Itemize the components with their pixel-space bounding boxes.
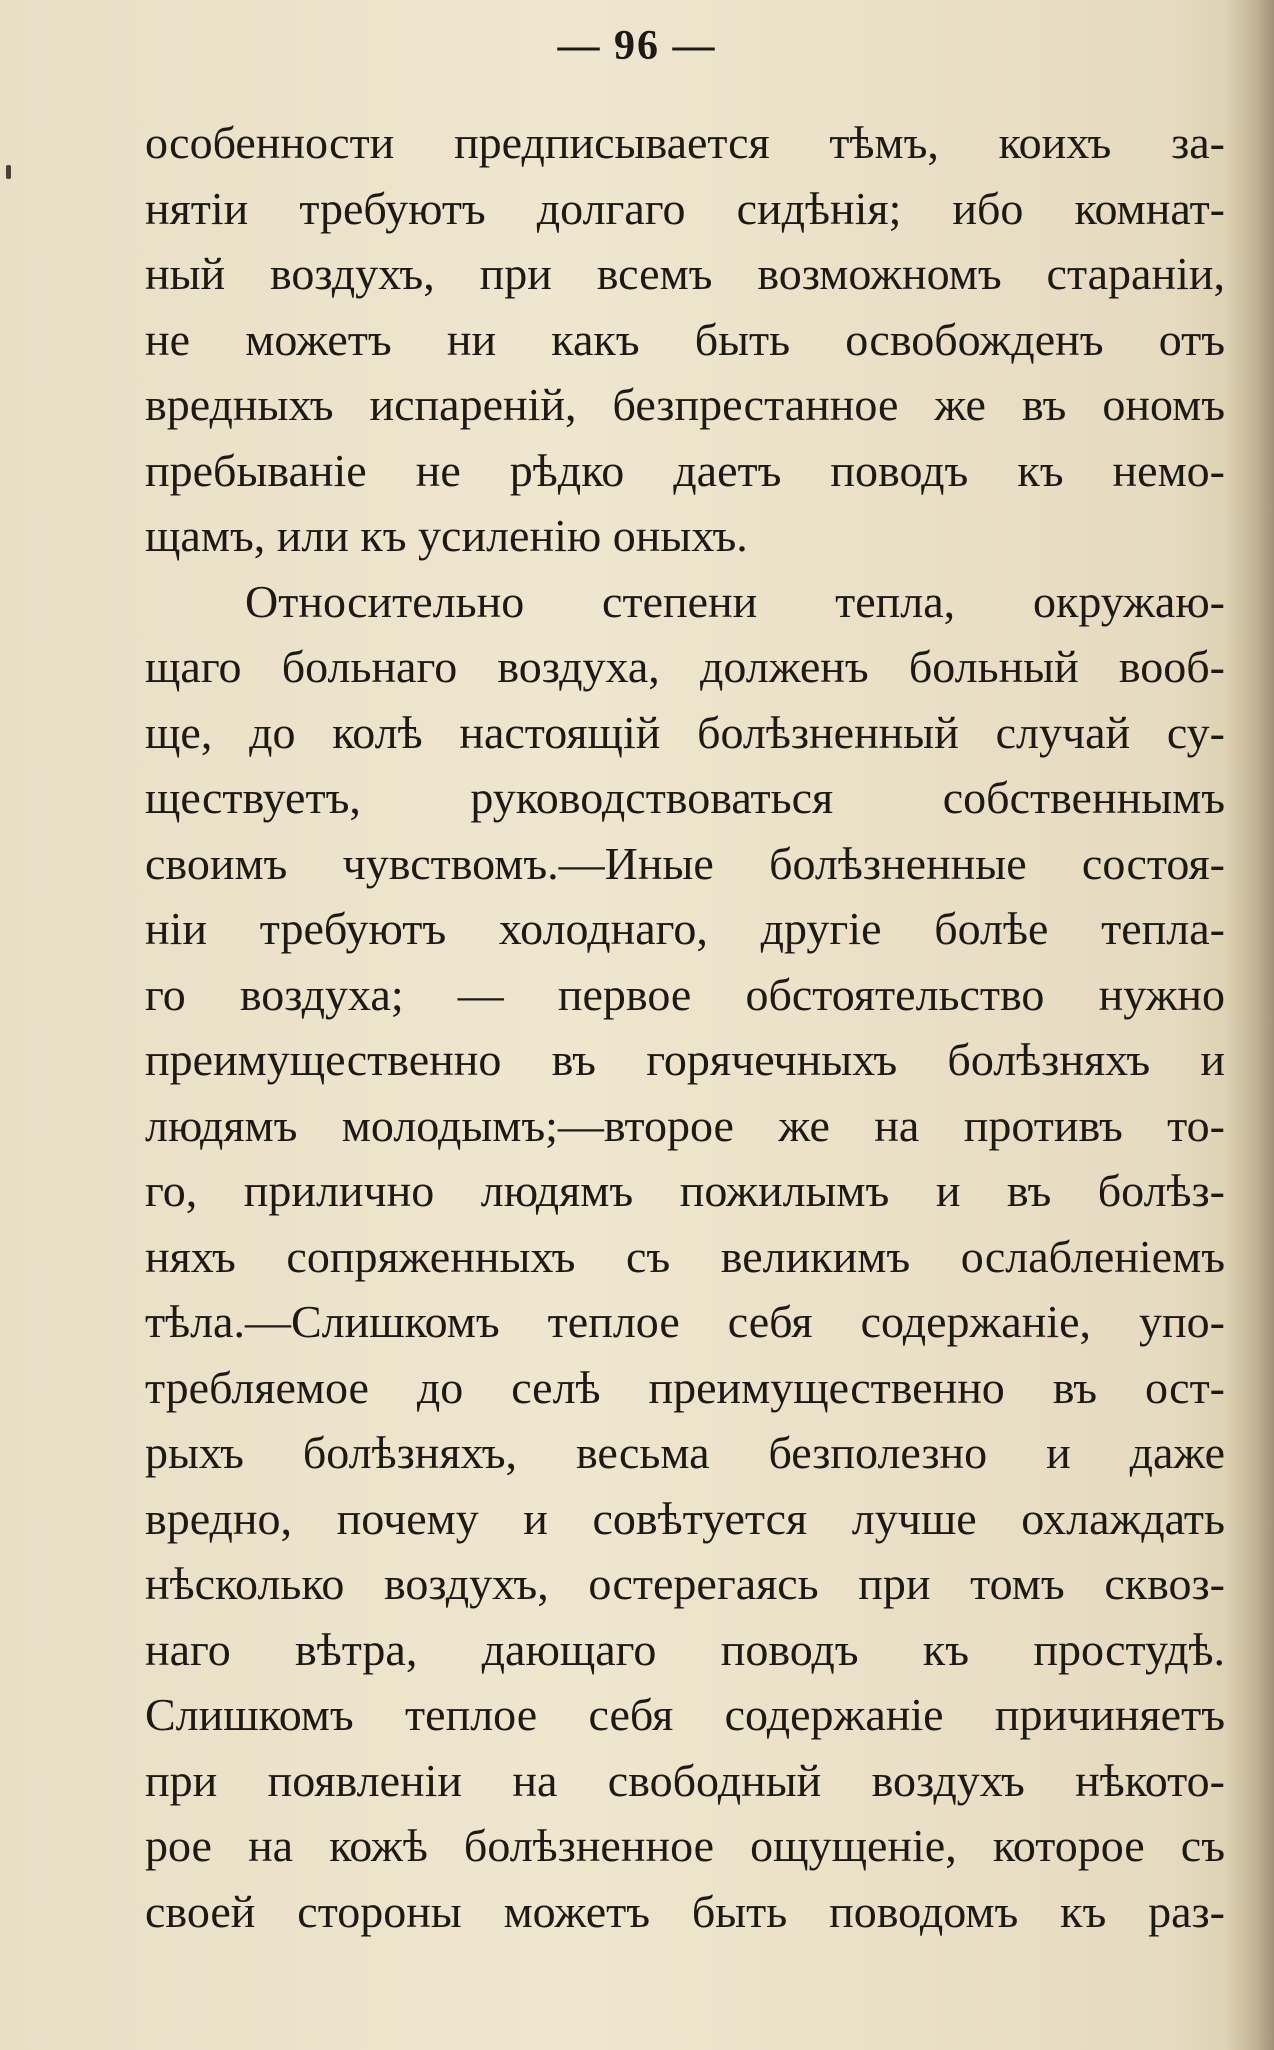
text-line: щаго больнаго воздуха, долженъ больный вооб- xyxy=(145,641,1225,692)
text-line: ный воздухъ, при всемъ возможномъ стараніи, xyxy=(145,248,1225,299)
text-line: нятіи требуютъ долгаго сидѣнія; ибо комнат- xyxy=(145,182,1225,234)
text-line: тѣла.—Слишкомъ теплое себя содержаніе, упо- xyxy=(145,1296,1225,1347)
text-line: рыхъ болѣзняхъ, весьма безполезно и даже xyxy=(145,1427,1225,1478)
text-line: щамъ, или къ усиленію оныхъ. xyxy=(145,510,748,561)
page-number-header: — 96 — xyxy=(557,23,717,69)
text-line: вредныхъ испареній, безпрестанное же въ ономъ xyxy=(145,379,1225,430)
text-line: требляемое до селѣ преимущественно въ ост- xyxy=(145,1361,1225,1413)
text-line: наго вѣтра, дающаго поводъ къ простудѣ. xyxy=(145,1623,1225,1675)
text-line: Слишкомъ теплое себя содержаніе причиняетъ xyxy=(145,1689,1225,1740)
text-line: пребываніе не рѣдко даетъ поводъ къ немо- xyxy=(145,444,1225,496)
text-line: ще, до колѣ настоящій болѣзненный случай су- xyxy=(145,706,1225,758)
text-line: при появленіи на свободный воздухъ нѣкото- xyxy=(145,1754,1225,1806)
text-line: нѣсколько воздухъ, остерегаясь при томъ сквоз- xyxy=(145,1558,1225,1609)
text-line: Относительно степени тепла, окружаю- xyxy=(245,575,1225,627)
text-line: преимущественно въ горячечныхъ болѣзняхъ и xyxy=(145,1034,1225,1085)
text-line: не можетъ ни какъ быть освобожденъ отъ xyxy=(145,313,1225,365)
text-line: вредно, почему и совѣтуется лучше охлаждать xyxy=(145,1492,1225,1544)
page-body xyxy=(145,110,1225,1944)
text-line: го воздуха; — первое обстоятельство нужно xyxy=(145,968,1225,1020)
margin-mark xyxy=(6,165,11,179)
text-line: няхъ сопряженныхъ съ великимъ ослабленіемъ xyxy=(145,1230,1225,1282)
text-line: своей стороны можетъ быть поводомъ къ раз- xyxy=(145,1885,1225,1937)
text-line: людямъ молодымъ;—второе же на противъ то- xyxy=(145,1099,1225,1151)
text-line: го, прилично людямъ пожилымъ и въ болѣз- xyxy=(145,1165,1225,1216)
text-line: ществуетъ, руководствоваться собственнымъ xyxy=(145,772,1225,823)
text-line: особенности предписывается тѣмъ, коихъ за- xyxy=(145,117,1225,168)
text-line: ніи требуютъ холоднаго, другіе болѣе тепла- xyxy=(145,903,1225,954)
text-line: рое на кожѣ болѣзненное ощущеніе, которое съ xyxy=(145,1820,1225,1871)
text-line: своимъ чувствомъ.—Иные болѣзненные состоя- xyxy=(145,837,1225,889)
